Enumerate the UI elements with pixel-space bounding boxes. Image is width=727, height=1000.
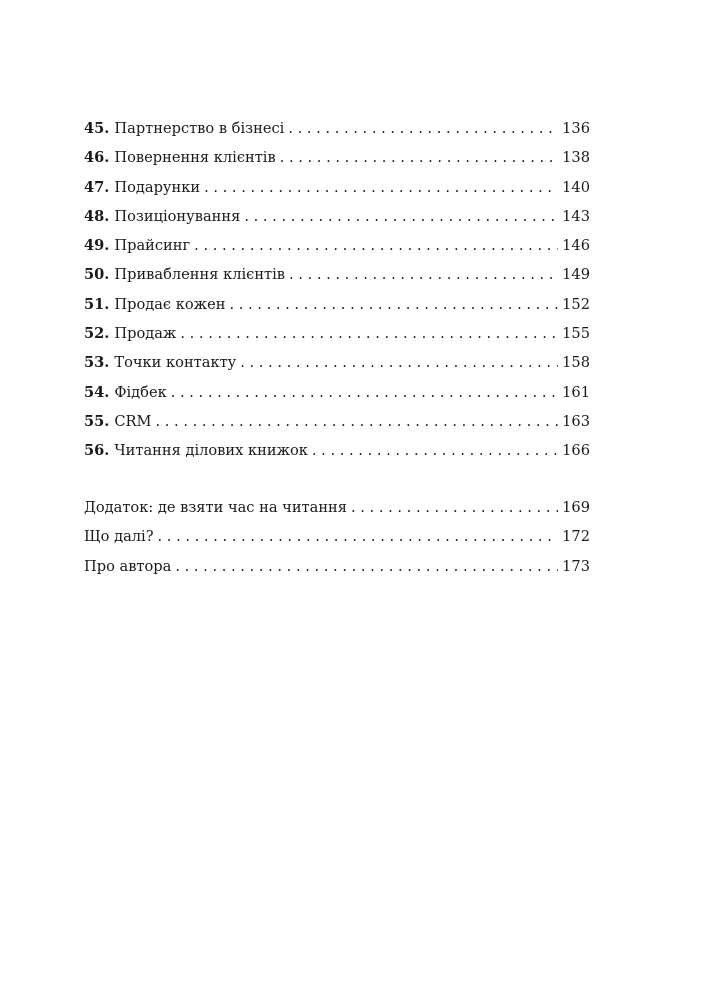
dot-leader (171, 378, 558, 407)
chapter-number: 51. (84, 295, 110, 313)
chapter-number: 48. (84, 207, 110, 225)
chapter-title: Прайсинг (114, 237, 191, 255)
page-number: 173 (562, 557, 590, 575)
chapter-title: Приваблення клієнтів (114, 266, 286, 284)
chapter-title: Партнерство в бізнесі (114, 120, 285, 137)
toc-entry-56[interactable] (84, 436, 590, 465)
page-number: 143 (562, 207, 590, 225)
section-title: Про автора (84, 557, 172, 575)
chapter-title: Подарунки (114, 178, 201, 196)
dot-leader (289, 260, 558, 289)
page-number: 138 (562, 149, 590, 167)
page-number: 149 (562, 266, 590, 284)
appendix-contents (84, 493, 590, 581)
dot-leader (240, 348, 558, 377)
dot-leader (288, 114, 558, 143)
dot-leader (156, 407, 559, 436)
dot-leader (204, 173, 558, 202)
chapter-title: Повернення клієнтів (114, 149, 276, 167)
dot-leader (280, 143, 558, 172)
dot-leader (194, 231, 558, 260)
toc-entry-appendix[interactable] (84, 493, 590, 522)
page-number: 155 (562, 325, 590, 343)
page-number: 169 (562, 499, 590, 516)
dot-leader (229, 290, 558, 319)
page-number: 152 (562, 295, 590, 313)
chapter-title: Продаж (114, 325, 177, 343)
page-number: 161 (562, 383, 590, 401)
page-number: 136 (562, 120, 590, 137)
toc-entry-45[interactable] (84, 114, 590, 143)
toc-entry-48[interactable] (84, 202, 590, 231)
toc-entry-47[interactable] (84, 173, 590, 202)
dot-leader (351, 493, 558, 522)
toc-entry-whats-next[interactable] (84, 522, 590, 551)
chapter-number: 46. (84, 149, 110, 167)
page-number: 140 (562, 178, 590, 196)
dot-leader (180, 319, 558, 348)
section-title: Додаток: де взяти час на читання (84, 499, 347, 516)
toc-entry-50[interactable] (84, 260, 590, 289)
toc-entry-49[interactable] (84, 231, 590, 260)
dot-leader (244, 202, 558, 231)
toc-entry-53[interactable] (84, 348, 590, 377)
dot-leader (158, 522, 559, 551)
page-number: 172 (562, 528, 590, 546)
chapter-number: 52. (84, 325, 110, 343)
chapter-number: 50. (84, 266, 110, 284)
toc-entry-51[interactable] (84, 290, 590, 319)
page-number: 146 (562, 237, 590, 255)
page-number: 163 (562, 412, 590, 430)
chapter-number: 47. (84, 178, 110, 196)
chapter-number: 55. (84, 412, 110, 430)
dot-leader (175, 552, 558, 581)
chapter-number: 49. (84, 237, 110, 255)
toc-entry-54[interactable] (84, 378, 590, 407)
chapter-title: Читання ділових книжок (114, 442, 308, 460)
toc-entry-55[interactable] (84, 407, 590, 436)
toc-entry-46[interactable] (84, 143, 590, 172)
chapter-number: 53. (84, 354, 110, 372)
dot-leader (312, 436, 558, 465)
chapter-title: Продає кожен (114, 295, 226, 313)
page-number: 166 (562, 442, 590, 460)
chapter-number: 45. (84, 120, 110, 137)
chapter-number: 56. (84, 442, 110, 460)
page-number: 158 (562, 354, 590, 372)
section-title: Що далі? (84, 528, 154, 546)
toc-entry-52[interactable] (84, 319, 590, 348)
chapter-title: CRM (114, 412, 152, 430)
chapter-title: Точки контакту (114, 354, 237, 372)
toc-entry-about-author[interactable] (84, 552, 590, 581)
chapter-title: Позиціонування (114, 207, 241, 225)
chapter-number: 54. (84, 383, 110, 401)
table-of-contents (84, 114, 590, 466)
chapter-title: Фідбек (114, 383, 167, 401)
